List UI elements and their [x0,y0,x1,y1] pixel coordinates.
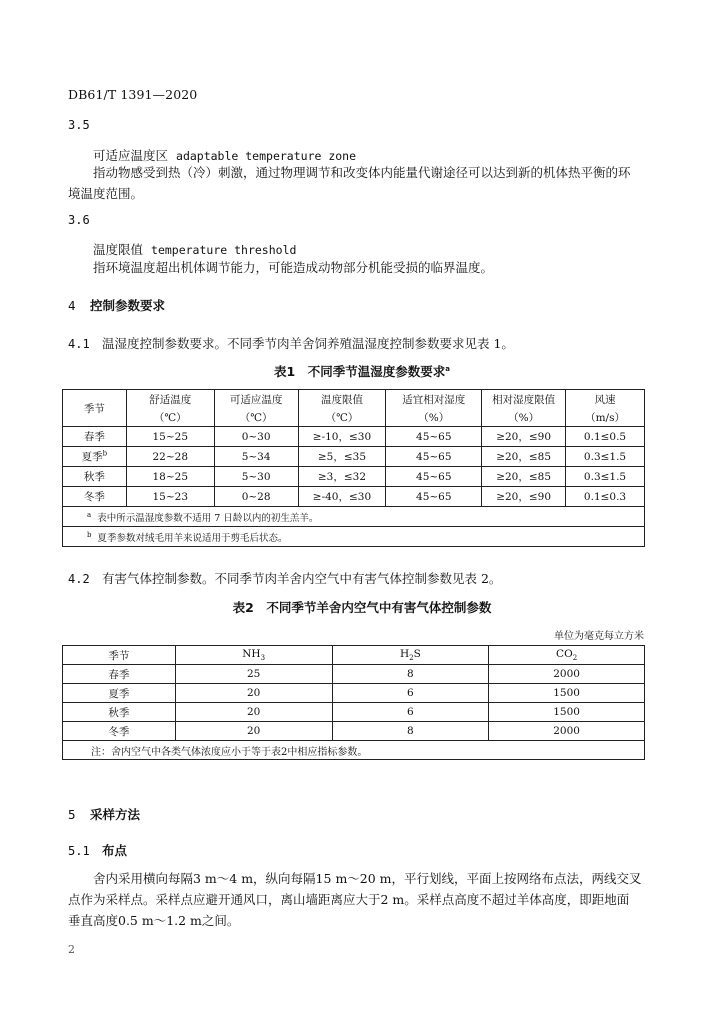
data-cell: 2000 [489,722,645,741]
term-cn: 温度限值 [93,242,144,257]
header-nh3: $NH_3$ [175,646,332,665]
clause-heading-5-1 [68,841,127,859]
term-en: adaptable temperature zone [176,149,357,163]
data-cell: 2000 [489,665,645,684]
table1-header-row-units [63,408,645,427]
clause-text: 温湿度控制参数要求。不同季节肉羊舍饲养殖温湿度控制参数要求见表 1。 [102,336,514,351]
table1-caption-mark: a [445,364,450,373]
table1 [62,389,645,547]
section-title: 控制参数要求 [90,298,166,313]
table2-note: 注：舍内空气中各类气体浓度应小于等于表2中相应指标参数。 [63,741,645,760]
table-row [63,665,645,684]
data-cell: 5~34 [214,447,298,467]
clause-5-1-line1: 舍内采用横向每隔3 m～4 m，纵向每隔15 m～20 m，平行划线，平面上按网络布点法，两线交叉 [93,871,642,886]
data-cell: 25 [175,665,332,684]
header-h2s: $H_2S$ [332,646,489,665]
clause-5-1-line2: 点作为采样点。采样点应避开通风口，离山墙距离应大于2 m。采样点高度不超过羊体高度，即距地面 [68,892,630,907]
section-heading-5 [68,805,140,823]
data-cell: ≥20，≤90 [482,427,566,447]
clause-text: 有害气体控制参数。不同季节肉羊舍内空气中有害气体控制参数见表 2。 [102,571,502,586]
data-cell: 8 [332,722,489,741]
clause-number: 4.2 [68,572,90,586]
season-cell: 冬季 [63,487,127,507]
unit-temp-limit: （℃） [298,408,386,427]
data-cell: ≥20，≤85 [482,467,566,487]
data-cell: ≥20，≤85 [482,447,566,467]
data-cell: 15~23 [126,487,214,507]
table1-footnote-a: $^a$ 表中所示温湿度参数不适用 7 日龄以内的初生羔羊。 [63,507,645,527]
header-comfort-temp: 舒适温度 [126,390,214,409]
section-number: 5 [68,807,76,822]
unit-humidity-limit: （%） [482,408,566,427]
unit-adaptable-temp: （℃） [214,408,298,427]
term-cn: 可适应温度区 [93,148,169,163]
data-cell: ≥5，≤35 [298,447,386,467]
header-season: 季节 [63,390,127,427]
data-cell: 1500 [489,703,645,722]
clause-number-3-5: 3.5 [68,118,90,132]
section-title: 采样方法 [90,807,141,822]
data-cell: 0~28 [214,487,298,507]
data-cell: 5~30 [214,467,298,487]
table-row [63,722,645,741]
header-season: 季节 [63,646,176,665]
table2 [62,645,645,760]
table-row [63,703,645,722]
definition-3-5-line1: 指动物感受到热（冷）刺激，通过物理调节和改变体内能量代谢途径可以达到新的机体热平衡的环 [93,165,631,180]
unit-comfort-temp: （℃） [126,408,214,427]
document-id: DB61/T 1391—2020 [68,87,198,102]
data-cell: ≥-40，≤30 [298,487,386,507]
section-heading-4 [68,296,165,314]
data-cell: 15~25 [126,427,214,447]
season-cell: 夏季 [63,684,176,703]
clause-5-1-line3: 垂直高度0.5 m～1.2 m之间。 [68,913,240,928]
data-cell: 45~65 [386,427,482,447]
season-cell: 夏季$^b$ [63,447,127,467]
clause-number: 5.1 [68,844,90,858]
table-row [63,487,645,507]
data-cell: 22~28 [126,447,214,467]
season-cell: 秋季 [63,703,176,722]
header-co2: $CO_2$ [489,646,645,665]
data-cell: 18~25 [126,467,214,487]
data-cell: 20 [175,684,332,703]
table1-caption-text: 表1 不同季节温湿度参数要求 [274,364,446,379]
term-en: temperature threshold [151,243,297,257]
section-number: 4 [68,298,76,313]
clause-number-3-6: 3.6 [68,213,90,227]
table-row [63,467,645,487]
definition-3-5-line2: 境温度范围。 [68,186,144,201]
data-cell: 45~65 [386,447,482,467]
table2-caption: 表2 不同季节羊舍内空气中有害气体控制参数 [232,600,492,615]
page-number: 2 [68,943,75,956]
data-cell: 45~65 [386,487,482,507]
data-cell: ≥3，≤32 [298,467,386,487]
clause-title: 布点 [102,843,128,858]
term-3-6 [93,240,296,258]
data-cell: 6 [332,684,489,703]
table2-header-row [63,646,645,665]
header-wind-speed: 风速 [566,390,645,409]
data-cell: 0~30 [214,427,298,447]
unit-wind-speed: （m/s） [566,408,645,427]
header-adaptable-temp: 可适应温度 [214,390,298,409]
data-cell: 45~65 [386,467,482,487]
data-cell: 20 [175,722,332,741]
data-cell: 8 [332,665,489,684]
data-cell: ≥-10，≤30 [298,427,386,447]
season-cell: 春季 [63,665,176,684]
header-temp-limit: 温度限值 [298,390,386,409]
data-cell: 0.3≤1.5 [566,467,645,487]
table2-note-row [63,741,645,760]
season-cell: 冬季 [63,722,176,741]
header-suitable-humidity: 适宜相对湿度 [386,390,482,409]
table2-unit: 单位为毫克每立方米 [554,631,644,642]
data-cell: 1500 [489,684,645,703]
table-row [63,447,645,467]
table1-header-row-top [63,390,645,409]
definition-3-6-line1: 指环境温度超出机体调节能力，可能造成动物部分机能受损的临界温度。 [93,260,494,275]
data-cell: 0.1≤0.5 [566,427,645,447]
table-row [63,427,645,447]
clause-number: 4.1 [68,337,90,351]
table1-caption [0,362,724,380]
table1-footnote-b: $^b$ 夏季参数对绒毛用羊来说适用于剪毛后状态。 [63,527,645,547]
data-cell: 20 [175,703,332,722]
data-cell: 0.3≤1.5 [566,447,645,467]
data-cell: 0.1≤0.3 [566,487,645,507]
table-row [63,684,645,703]
clause-4-1 [68,333,514,355]
season-cell: 春季 [63,427,127,447]
unit-suitable-humidity: （%） [386,408,482,427]
header-humidity-limit: 相对湿度限值 [482,390,566,409]
data-cell: ≥20，≤90 [482,487,566,507]
season-cell: 秋季 [63,467,127,487]
clause-4-2 [68,568,501,590]
data-cell: 6 [332,703,489,722]
